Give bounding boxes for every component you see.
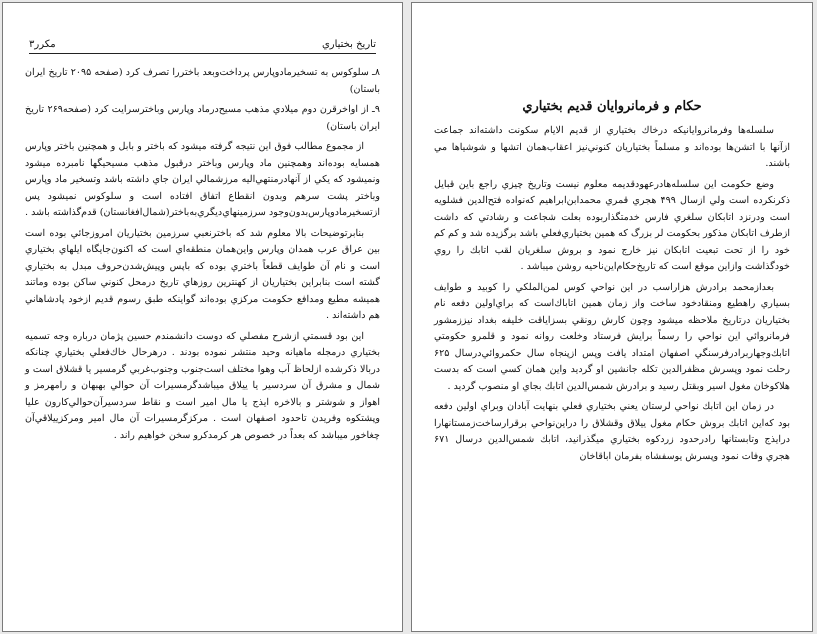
left-page-body (25, 65, 380, 448)
footnote-9: ۹ـ از اواخرقرن دوم ميلادي مذهب مسيح‌درماد وپارس وباخترسرايت كرد (صفحه۲۶۹ تاريخ ايران باستان) (25, 104, 380, 132)
paragraph-shamsuddin: در زمان اين اتابك نواحي لرستان يعني بختياري فعلي بنهايت آبادان وبراي اولين دفعه بود كه‌اين اتابك بروش حكام مغول ييلاق وقشلاق را دراين‌نواحي برقرارساخت‌زمستانهارا درايذج وتابستانها رادرحدود زردكوه بختياري ميگذرانيد، اتابك شمس‌الدين درسال ۶۷۱ هجري وفات نمود وپسرش يوسفشاه بفرمان اباقاخان (434, 401, 790, 462)
paragraph-conclusion: از مجموع مطالب فوق اين نتيجه گرفته ميشود كه باختر و بابل و همچنين باختر وپارس همسايه بوده‌اند وهمچنين ماد وپارس وباختر درقبول مذهب مسيحيگها نامبرده ميشود ونميشود كه يكي از آنهادرمنتهي‌اليه مرزشمالي ايران جاي داشته باشد وتسخير ماد وپارس وباختر پشت سرهم وبدون انقطاع اتفاق افتاده است و سلوكوس نميشود پس ازتسخيرمادوپارس‌بدون‌وجود سرزمينهاي‌ديگري‌به‌باختر(شمال‌افغانستان) قدم‌گذاشته باشد . (25, 141, 380, 218)
right-page-body (434, 123, 790, 469)
paragraph-dynasties: سلسله‌ها وفرمانروايانيكه درخاك بختياري از قديم الايام سكونت داشته‌اند جماعت ازآنها با اتشن‌ها بوده‌اند و مسلماً بختياريان كنوني‌نيز اعقاب‌همان اتشها و شوشياها مي باشند. (434, 125, 790, 169)
chapter-title: حكام و فرمانروايان قديم بختياري (522, 99, 702, 114)
page-header (29, 39, 376, 54)
running-title: تاريخ بختياري (321, 39, 376, 50)
paragraph-climate: اين بود قسمتي ازشرح مفصلي كه دوست دانشمندم حسين پژمان درباره وجه تسميه بختياري درمجله ماهيانه وحيد منتشر نموده بودند . درهرحال خاك‌فعلي بختياري چنانكه دربالا ذكرشده ازلحاظ آب وهوا مختلف است‌جنوب وجنوب‌غربي گرمسير يا قشلاق است و شمال و مشرق آن سردسير يا ييلاق ميباشدگرمسيرات آن حوالي بهبهان و رامهرمز و اهواز و شوشتر و بالاخره ايذج يا مال امير است و نقاط سردسيرآن‌حوالي‌كارون عليا وپشتكوه وفريدن تاحدود اصفهان است . مركزگرمسيرات آن مال امير ومركزييلاقي‌آن چغاخور ميباشد كه بعداً در خصوص هر كرمدكرو سخن خواهيم راند . (25, 330, 380, 441)
paragraph-government: وضع حكومت اين سلسله‌هادرعهودقديمه معلوم نيست وتاريخ چيزي راجع باين قبايل ذكرنكرده است ولي ازسال ۴۹۹ هجري قمري محمدابن‌ابراهيم كه‌نواده فتح‌الدين فشلويه است ودرنزد اتابكان سلغري فارس خدمتگذاربوده بعلت شجاعت و رشادتي كه داشت ازطرف اتابكان مذكور بحكومت لر بزرگ كه همين بختياري‌فعلي باشد برگزيده شد و كم كم خود را از تحت تبعيت اتابكان نيز خارج نمود و بروش سلغريان لقب اتابك را روي خودگذاشت وازاين موقع است كه تاريخ‌حكام‌اين‌ناحيه روشن ميباشد . (434, 178, 790, 272)
left-book-page (2, 2, 403, 632)
paragraph-bakhtiari-origin: بنابرتوضيحات بالا معلوم شد كه باخترنعبي سرزمين بختياريان امروزجائي بوده است بين عراق عرب همدان وپارس واين‌همان منطقه‌اي است كه اكنون‌جايگاه ايلهاي بختياري است و نام آن طوايف قطعاً باختري بوده كه باپس وپيش‌شدن‌حروف مبدل به بختياري گشته است بنابراين بختياريان از كهنترين روزهاي تاريخ درمحل كنوني ساكن بوده وماتند هميشه مطيع ومدافع حكومت مركزي بوده‌اند گواينكه طبق رسوم قديم ازخود پادشاهاني هم داشته‌اند . (25, 227, 380, 321)
paragraph-hazarasb: بعدازمحمد برادرش هزاراسب در اين نواحي كوس لمن‌الملكي را كوبيد و طوايف بسياري راهطيع ومنقادخود ساخت واز زمان همين اتاباك‌است كه براي‌اولين دفعه نام بختياريان درتاريخ ملاحظه ميشود وچون كارش رونقي بسزاياقت خليفه بغداد نيززمشور فرمانروائي اين نواحي را رسماً برايش فرستاد وخلعت روانه نمود و قلمرو حكومتي اتابك‌وجهاربرادرفرسنگي اصفهان امتداد يافت وپس ازپنجاه سال حكمروائي‌درسال ۶۲۵ رحلت نمود وپسرش مظفرالدين تكله جانشين او گرديد واين همان كسي است كه بدست هلاكوخان مغول اسير وبقتل رسيد و برادرش شمس‌الدين اتابك بجاي او منصوب گرديد . (434, 281, 790, 392)
right-book-page (411, 2, 813, 632)
footnote-8: ۸ـ سلوكوس به تسخيرمادوپارس پرداخت‌وبعد باختررا تصرف كرد (صفحه ۲۰۹۵ تاريخ ايران باستان) (25, 67, 380, 95)
page-number: ۳مكرر (29, 39, 56, 50)
